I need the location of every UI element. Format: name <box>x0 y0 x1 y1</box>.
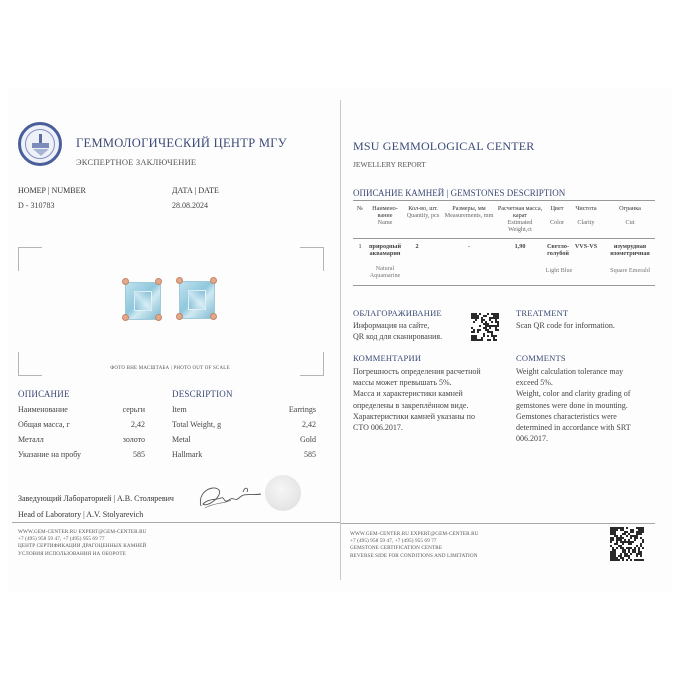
number-label: НОМЕР | NUMBER <box>18 186 86 195</box>
report-type-ru: ЭКСПЕРТНОЕ ЗАКЛЮЧЕНИЕ <box>76 157 197 167</box>
col-no: № <box>357 205 363 212</box>
cell-cut-en: Square Emerald <box>610 267 650 274</box>
desc-en-label: Total Weight, g <box>172 420 222 429</box>
report-type-en: JEWELLERY REPORT <box>353 160 426 169</box>
comments-heading-ru: КОММЕНТАРИИ <box>353 353 422 363</box>
comments-heading-en: COMMENTS <box>516 353 566 363</box>
col-clarity: Чистота Clarity <box>575 205 597 226</box>
treatment-heading-en: TREATMENT <box>516 308 569 318</box>
desc-en-label: Metal <box>172 435 191 444</box>
desc-ru-value: 585 <box>133 450 145 459</box>
photo-frame-corner <box>18 352 42 376</box>
org-title-en: MSU GEMMOLOGICAL CENTER <box>353 139 535 153</box>
right-footer <box>350 531 479 560</box>
treatment-heading-ru: ОБЛАГОРАЖИВАНИЕ <box>353 308 442 318</box>
footer-rule <box>12 522 340 523</box>
col-name: Наимено-вание Name <box>372 205 398 226</box>
cell-clarity: VVS-VS <box>574 243 598 250</box>
footer-phones: +7 (495) 958 59 47, +7 (495) 955 69 77 <box>350 538 437 545</box>
treatment-qr-code-icon[interactable] <box>471 313 499 341</box>
msu-gem-center-logo-icon <box>18 122 62 166</box>
desc-en-label: Item <box>172 405 187 414</box>
date-value: 28.08.2024 <box>172 201 208 210</box>
org-title-ru: ГЕММОЛОГИЧЕСКИЙ ЦЕНТР МГУ <box>76 136 287 150</box>
footer-contacts-web: WWW.GEM-CENTER.RU EXPERT@GEM-CENTER.RU <box>350 531 479 537</box>
signatory-en: Head of Laboratory | A.V. Stolyarevich <box>18 510 144 519</box>
earring-right-image <box>179 281 215 319</box>
cell-name-ru: природный аквамарин <box>368 243 402 257</box>
footer-centre-name: ЦЕНТР СЕРТИФИКАЦИИ ДРАГОЦЕННЫХ КАМНЕЙ <box>18 543 147 550</box>
footer-phones: +7 (495) 958 59 47, +7 (495) 955 69 77 <box>18 536 105 543</box>
desc-ru-value: золото <box>122 435 145 444</box>
description-heading-ru: ОПИСАНИЕ <box>18 389 70 399</box>
cell-cut-ru: изумрудная изометричная <box>610 243 650 257</box>
desc-en-value: 585 <box>304 450 316 459</box>
desc-ru-label: Металл <box>18 435 44 444</box>
col-measurements: Размеры, мм Measurements, mm <box>444 205 494 219</box>
cell-weight: 1,90 <box>514 243 526 250</box>
comments-text-en: Weight calculation tolerance may exceed 5%. Weight, color and clarity grading of gemstones were done in mounting. Gemstones characteristics were determined in accordance with SRT 006.2017. <box>516 367 631 444</box>
treatment-text-en: Scan QR code for information. <box>516 321 615 330</box>
footer-rule <box>341 523 655 524</box>
right-page <box>341 0 680 680</box>
gemstones-heading: ОПИСАНИЕ КАМНЕЙ | GEMSTONES DESCRIPTION <box>353 188 566 198</box>
left-footer <box>18 529 147 558</box>
cell-color-ru: Светло-голубой <box>546 243 570 257</box>
photo-frame-corner <box>300 352 324 376</box>
cell-name-en: Natural Aquamarine <box>369 265 401 279</box>
treatment-text-ru: Информация на сайте, QR код для сканирования. <box>353 321 443 342</box>
photo-frame-corner <box>300 247 324 271</box>
cell-quantity: 2 <box>415 243 419 250</box>
desc-en-value: 2,42 <box>302 420 316 429</box>
comments-text-ru: Погрешность определения расчетной массы может превышать 5%. Масса и характеристики камней определены в закреплённом виде. Характеристики камней указаны по СТО 006.2017. <box>353 367 481 433</box>
cell-no: 1 <box>358 243 362 250</box>
verification-qr-code-icon[interactable] <box>610 527 644 561</box>
col-cut: Огранка Cut <box>619 205 641 226</box>
signature-icon <box>195 482 265 516</box>
cell-measurements: - <box>467 243 471 250</box>
cell-color-en: Light Blue <box>545 267 573 274</box>
footer-conditions: REVERSE SIDE FOR CONDITIONS AND LIMITATION <box>350 552 478 559</box>
photo-caption: ФОТО ВНЕ МАСШТАБА | PHOTO OUT OF SCALE <box>110 366 230 371</box>
footer-contacts-web: WWW.GEM-CENTER.RU EXPERT@GEM-CENTER.RU <box>18 529 147 535</box>
footer-conditions: УСЛОВИЯ ИСПОЛЬЗОВАНИЯ НА ОБОРОТЕ <box>18 550 126 557</box>
desc-en-label: Hallmark <box>172 450 203 459</box>
desc-en-value: Gold <box>300 435 316 444</box>
number-value: D - 310783 <box>18 201 55 210</box>
col-color: Цвет Color <box>549 205 565 226</box>
desc-ru-value: серьги <box>122 405 145 414</box>
desc-ru-label: Наименование <box>18 405 68 414</box>
date-label: ДАТА | DATE <box>172 186 219 195</box>
gemstones-table <box>353 200 655 286</box>
photo-frame-corner <box>18 247 42 271</box>
description-heading-en: DESCRIPTION <box>172 389 233 399</box>
col-quantity: Кол-во, шт. Quantity, pcs <box>406 205 440 219</box>
desc-ru-value: 2,42 <box>131 420 145 429</box>
footer-centre-name: GEMSTONE CERTIFICATION CENTRE <box>350 545 443 552</box>
signatory-ru: Заведующий Лабораторией | А.В. Столяревич <box>18 494 174 503</box>
desc-en-value: Earrings <box>288 405 316 414</box>
desc-ru-label: Указание на пробу <box>18 450 81 459</box>
col-weight: Расчетная масса, карат Estimated Weight,ct <box>497 205 543 233</box>
desc-ru-label: Общая масса, г <box>18 420 70 429</box>
embossed-seal <box>265 475 301 511</box>
table-header-row <box>353 201 655 239</box>
table-row <box>353 239 655 285</box>
